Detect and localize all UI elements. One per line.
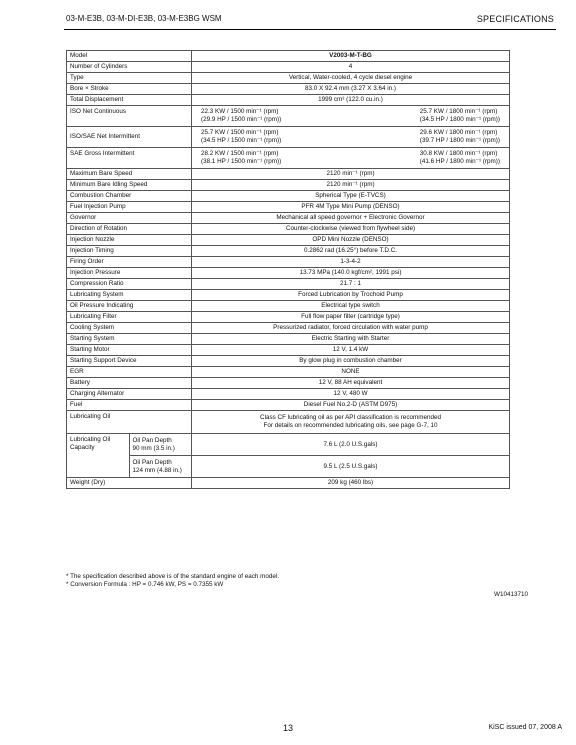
row-label: Fuel xyxy=(67,400,192,411)
row-label: Weight (Dry) xyxy=(67,478,192,489)
row-label: Bore × Stroke xyxy=(67,84,192,95)
table-row xyxy=(67,169,510,180)
power-1800: 30.8 KW / 1800 min⁻¹ (rpm) xyxy=(419,150,498,157)
row-label: Oil Pressure Indicating xyxy=(67,301,192,312)
row-label: Lubricating Filter xyxy=(67,312,192,323)
power-1500-hp: (29.9 HP / 1500 min⁻¹ (rpm)) xyxy=(201,116,282,123)
row-value: 12 V, 88 AH equivalent xyxy=(192,378,510,389)
row-value xyxy=(192,411,510,434)
row-value: 21.7 : 1 xyxy=(192,279,510,290)
header-section-title: SPECIFICATIONS xyxy=(476,14,554,24)
row-value: 209 kg (460 lbs) xyxy=(192,478,510,489)
row-label: Charging Alternator xyxy=(67,389,192,400)
table-row xyxy=(67,279,510,290)
capacity-label xyxy=(67,434,130,478)
row-value: Mechanical all speed governor + Electronic Governor xyxy=(192,213,510,224)
row-value: 12 V, 1.4 kW xyxy=(192,345,510,356)
footnotes xyxy=(66,573,279,589)
row-label: Injection Pressure xyxy=(67,268,192,279)
power-1800-hp: (39.7 HP / 1800 min⁻¹ (rpm)) xyxy=(419,137,500,144)
row-label: Firing Order xyxy=(67,257,192,268)
table-row xyxy=(67,106,510,127)
row-label: Injection Timing xyxy=(67,246,192,257)
oil-pan-depth-value: 124 mm (4.88 in.) xyxy=(132,466,182,474)
footnote-2: * Conversion Formula : HP = 0.746 kW, PS = 0.7355 kW xyxy=(66,581,224,588)
power-1500-hp: (38.1 HP / 1500 min⁻¹ (rpm)) xyxy=(201,158,282,165)
row-value: Vertical, Water-cooled, 4 cycle diesel engine xyxy=(192,73,510,84)
table-row xyxy=(67,73,510,84)
row-value: 13.73 MPa (140.0 kgf/cm², 1991 psi) xyxy=(192,268,510,279)
row-label: Starting System xyxy=(67,334,192,345)
power-1500: 25.7 KW / 1500 min⁻¹ (rpm) xyxy=(201,129,279,136)
table-row xyxy=(67,400,510,411)
row-label: Battery xyxy=(67,378,192,389)
capacity-label-line-2: Capacity xyxy=(70,444,95,451)
power-1800: 29.6 KW / 1800 min⁻¹ (rpm) xyxy=(419,129,498,136)
table-row xyxy=(67,290,510,301)
lube-oil-line-1: Class CF lubricating oil as per API classification is recommended xyxy=(260,414,441,421)
row-value: Diesel Fuel No.2-D (ASTM D975) xyxy=(192,400,510,411)
footnote-1: * The specification described above is of the standard engine of each model. xyxy=(66,573,280,580)
row-value xyxy=(192,106,510,127)
row-label: Maximum Bare Speed xyxy=(67,169,192,180)
row-value: Counter-clockwise (viewed from flywheel side) xyxy=(192,224,510,235)
row-label: Starting Motor xyxy=(67,345,192,356)
table-row xyxy=(67,378,510,389)
table-row xyxy=(67,180,510,191)
oil-pan-depth-value: 90 mm (3.5 in.) xyxy=(132,444,175,452)
table-row xyxy=(67,411,510,434)
row-value: Spherical Type (E-TVCS) xyxy=(192,191,510,202)
row-value: 1-3-4-2 xyxy=(192,257,510,268)
table-row xyxy=(67,301,510,312)
row-value xyxy=(192,127,510,148)
row-label: Combustion Chamber xyxy=(67,191,192,202)
row-label: Minimum Bare Idling Speed xyxy=(67,180,192,191)
table-row xyxy=(67,312,510,323)
row-value: Electrical type switch xyxy=(192,301,510,312)
row-label: Governor xyxy=(67,213,192,224)
table-row xyxy=(67,246,510,257)
table-row xyxy=(67,323,510,334)
row-value: 2120 min⁻¹ (rpm) xyxy=(192,169,510,180)
row-value: 12 V, 480 W xyxy=(192,389,510,400)
row-label: Lubricating Oil xyxy=(67,411,192,434)
row-label: Fuel Injection Pump xyxy=(67,202,192,213)
row-value: By glow plug in combustion chamber xyxy=(192,356,510,367)
row-label: Lubricating System xyxy=(67,290,192,301)
row-value: Full flow paper filter (cartridge type) xyxy=(192,312,510,323)
capacity-value-1: 7.6 L (2.0 U.S.gals) xyxy=(192,434,510,456)
row-label: SAE Gross Intermittent xyxy=(67,148,192,169)
lube-oil-line-2: For details on recommended lubricating oils, see page G-7, 10 xyxy=(263,422,438,429)
row-value: OPD Mini Nozzle (DENSO) xyxy=(192,235,510,246)
table-row xyxy=(67,257,510,268)
table-row xyxy=(67,456,510,478)
table-row xyxy=(67,62,510,73)
row-label: Type xyxy=(67,73,192,84)
row-label: Number of Cylinders xyxy=(67,62,192,73)
row-value: 1999 cm³ (122.0 cu.in.) xyxy=(192,95,510,106)
row-label: ISO/SAE Net Intermittent xyxy=(67,127,192,148)
row-value: 4 xyxy=(192,62,510,73)
table-row xyxy=(67,95,510,106)
table-row xyxy=(67,213,510,224)
oil-pan-depth-2 xyxy=(129,456,192,478)
oil-pan-depth-label: Oil Pan Depth xyxy=(132,458,172,466)
row-value: 83.0 X 92.4 mm (3.27 X 3.64 in.) xyxy=(192,84,510,95)
table-row xyxy=(67,389,510,400)
table-row xyxy=(67,478,510,489)
table-row xyxy=(67,191,510,202)
simple-rows xyxy=(67,169,510,411)
table-row xyxy=(67,345,510,356)
capacity-value-2: 9.5 L (2.5 U.S.gals) xyxy=(192,456,510,478)
row-label: Model xyxy=(67,51,192,62)
row-value xyxy=(192,148,510,169)
table-row xyxy=(67,268,510,279)
specifications-table xyxy=(66,50,510,489)
row-label: ISO Net Continuous xyxy=(67,106,192,127)
table-row xyxy=(67,434,510,456)
row-label: Direction of Rotation xyxy=(67,224,192,235)
power-1500: 28.2 KW / 1500 min⁻¹ (rpm) xyxy=(201,150,279,157)
table-row xyxy=(67,224,510,235)
row-label: EGR xyxy=(67,367,192,378)
row-label: Compression Ratio xyxy=(67,279,192,290)
row-label: Starting Support Device xyxy=(67,356,192,367)
row-value: PFR 4M Type Mini Pump (DENSO) xyxy=(192,202,510,213)
row-label: Cooling System xyxy=(67,323,192,334)
document-code: W10413710 xyxy=(494,591,528,598)
header-divider xyxy=(64,29,556,30)
table-row xyxy=(67,235,510,246)
power-1800-hp: (41.6 HP / 1800 min⁻¹ (rpm)) xyxy=(419,158,500,165)
table-row xyxy=(67,202,510,213)
row-value: NONE xyxy=(192,367,510,378)
row-value: Electric Starting with Starter xyxy=(192,334,510,345)
row-label: Total Displacement xyxy=(67,95,192,106)
power-1800: 25.7 KW / 1800 min⁻¹ (rpm) xyxy=(419,108,498,115)
row-value: 0.2862 rad (16.25°) before T.D.C. xyxy=(192,246,510,257)
table-row xyxy=(67,334,510,345)
table-row xyxy=(67,84,510,95)
oil-pan-depth-1 xyxy=(129,434,192,456)
row-value: Forced Lubrication by Trochoid Pump xyxy=(192,290,510,301)
table-row xyxy=(67,127,510,148)
capacity-label-line-1: Lubricating Oil xyxy=(70,436,111,443)
oil-pan-depth-label: Oil Pan Depth xyxy=(132,436,172,444)
power-1500-hp: (34.5 HP / 1500 min⁻¹ (rpm)) xyxy=(201,137,282,144)
row-label: Injection Nozzle xyxy=(67,235,192,246)
page-number: 13 xyxy=(282,723,293,733)
issue-info: KiSC issued 07, 2008 A xyxy=(488,724,562,731)
header-manual-title: 03-M-E3B, 03-M-DI-E3B, 03-M-E3BG WSM xyxy=(66,14,222,23)
table-row xyxy=(67,367,510,378)
row-value: Pressurized radiator, forced circulation with water pump xyxy=(192,323,510,334)
table-row xyxy=(67,51,510,62)
power-1800-hp: (34.5 HP / 1800 min⁻¹ (rpm)) xyxy=(419,116,500,123)
model-value: V2003-M-T-BG xyxy=(192,51,510,62)
table-row xyxy=(67,356,510,367)
table-row xyxy=(67,148,510,169)
row-value: 2120 min⁻¹ (rpm) xyxy=(192,180,510,191)
power-1500: 22.3 KW / 1500 min⁻¹ (rpm) xyxy=(201,108,279,115)
